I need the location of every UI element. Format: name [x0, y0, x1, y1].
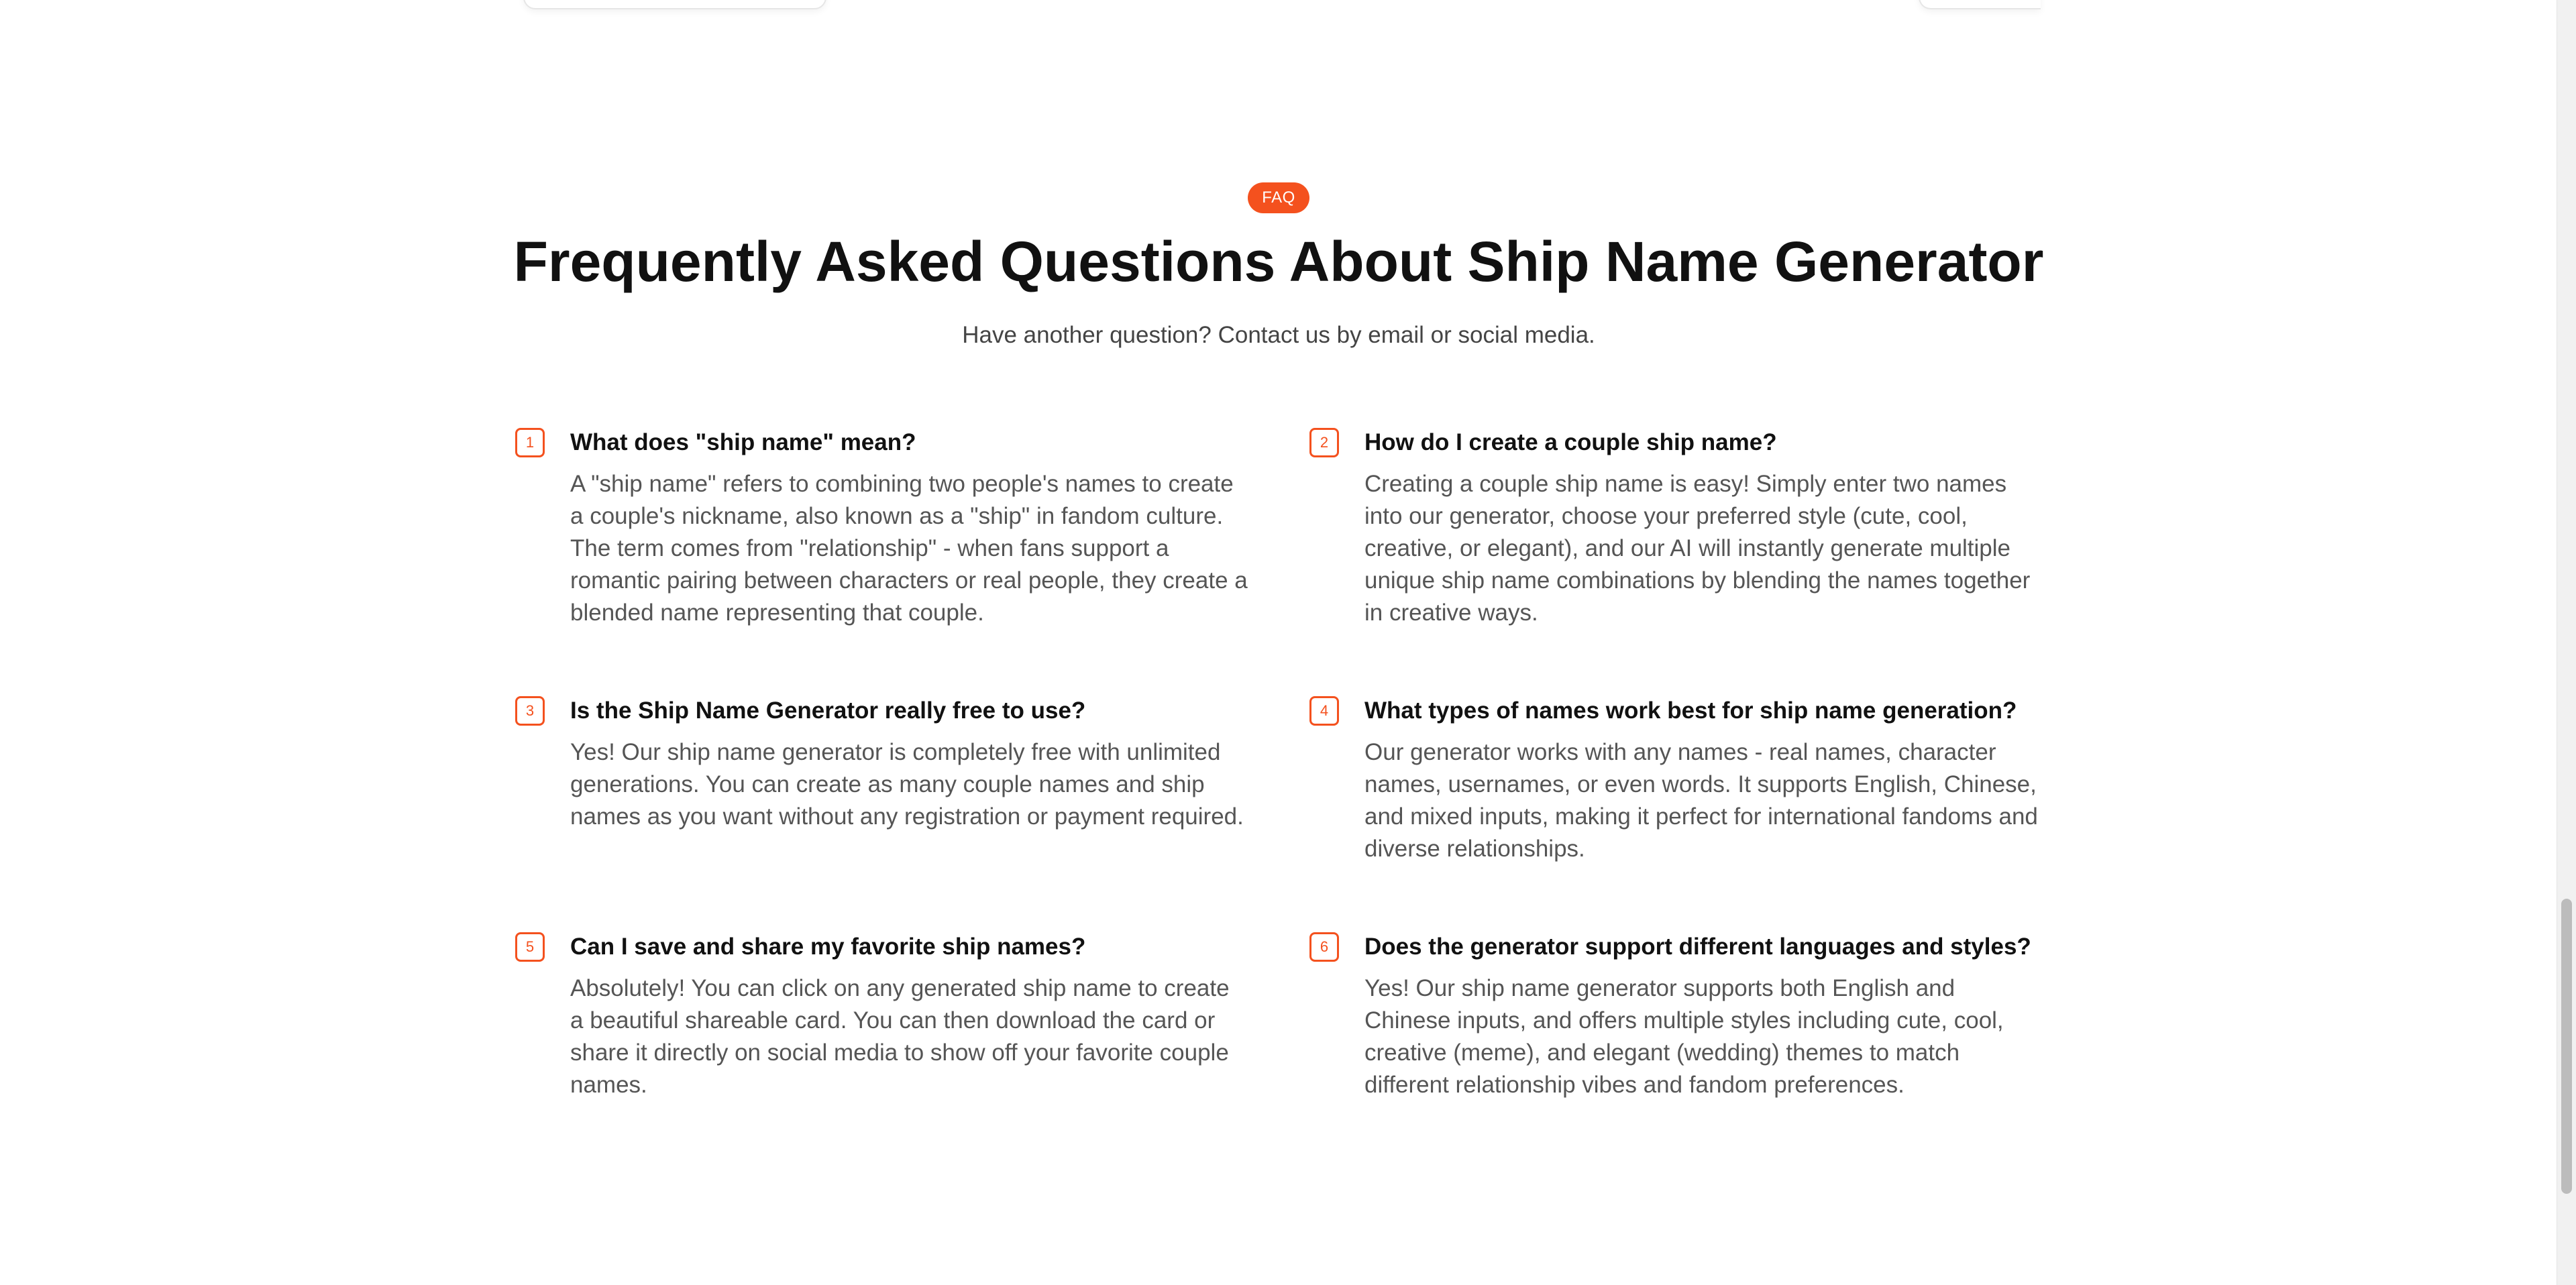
previous-section-card	[523, 0, 826, 9]
faq-question: How do I create a couple ship name?	[1364, 429, 1777, 455]
previous-section-card-partial	[1919, 0, 2041, 9]
faq-number-badge: 2	[1309, 428, 1339, 457]
faq-answer: A "ship name" refers to combining two people's names to create a couple's nickname, also known as a "ship" in fandom culture. The term comes from "relationship" - when fans support a romantic pairing between characters or real people, they create a blended name representing that couple.	[570, 471, 1248, 626]
faq-number-badge: 3	[515, 696, 545, 726]
faq-badge: FAQ	[1248, 182, 1309, 213]
faq-answer: Yes! Our ship name generator supports both English and Chinese inputs, and offers multiple styles including cute, cool, creative (meme), and elegant (wedding) themes to match different relationship vibes and fandom preferences.	[1364, 975, 2004, 1098]
faq-question: What does "ship name" mean?	[570, 429, 916, 455]
faq-answer: Our generator works with any names - real names, character names, usernames, or even words. It supports English, Chinese, and mixed inputs, making it perfect for international fandoms and diverse relationships.	[1364, 739, 2038, 862]
faq-item	[515, 695, 1309, 931]
faq-question: Does the generator support different languages and styles?	[1364, 934, 2031, 960]
faq-question: What types of names work best for ship name generation?	[1364, 697, 2017, 724]
faq-number-badge: 5	[515, 932, 545, 962]
faq-answer: Yes! Our ship name generator is completely free with unlimited generations. You can create as many couple names and ship names as you want without any registration or payment required.	[570, 739, 1244, 830]
scrollbar-thumb[interactable]	[2561, 899, 2572, 1194]
faq-number-badge: 6	[1309, 932, 1339, 962]
faq-item	[515, 931, 1309, 1132]
faq-number-badge: 1	[515, 428, 545, 457]
faq-list	[515, 427, 2045, 1132]
faq-answer: Absolutely! You can click on any generated ship name to create a beautiful shareable card. You can then download the card or share it directly on social media to show off your favorite couple names.	[570, 975, 1230, 1098]
faq-subtitle: Have another question? Contact us by email or social media.	[962, 322, 1595, 348]
faq-item	[515, 427, 1309, 695]
faq-number-badge: 4	[1309, 696, 1339, 726]
faq-item	[1309, 931, 2045, 1132]
faq-item	[1309, 695, 2045, 931]
faq-answer: Creating a couple ship name is easy! Simply enter two names into our generator, choose your preferred style (cute, cool, creative, or elegant), and our AI will instantly generate multiple unique ship name combinations by blending the names together in creative ways.	[1364, 471, 2031, 626]
faq-title: Frequently Asked Questions About Ship Name Generator	[513, 230, 2044, 293]
faq-item	[1309, 427, 2045, 695]
faq-question: Can I save and share my favorite ship names?	[570, 934, 1086, 960]
faq-question: Is the Ship Name Generator really free to use?	[570, 697, 1086, 724]
vertical-scrollbar[interactable]	[2557, 0, 2576, 1285]
